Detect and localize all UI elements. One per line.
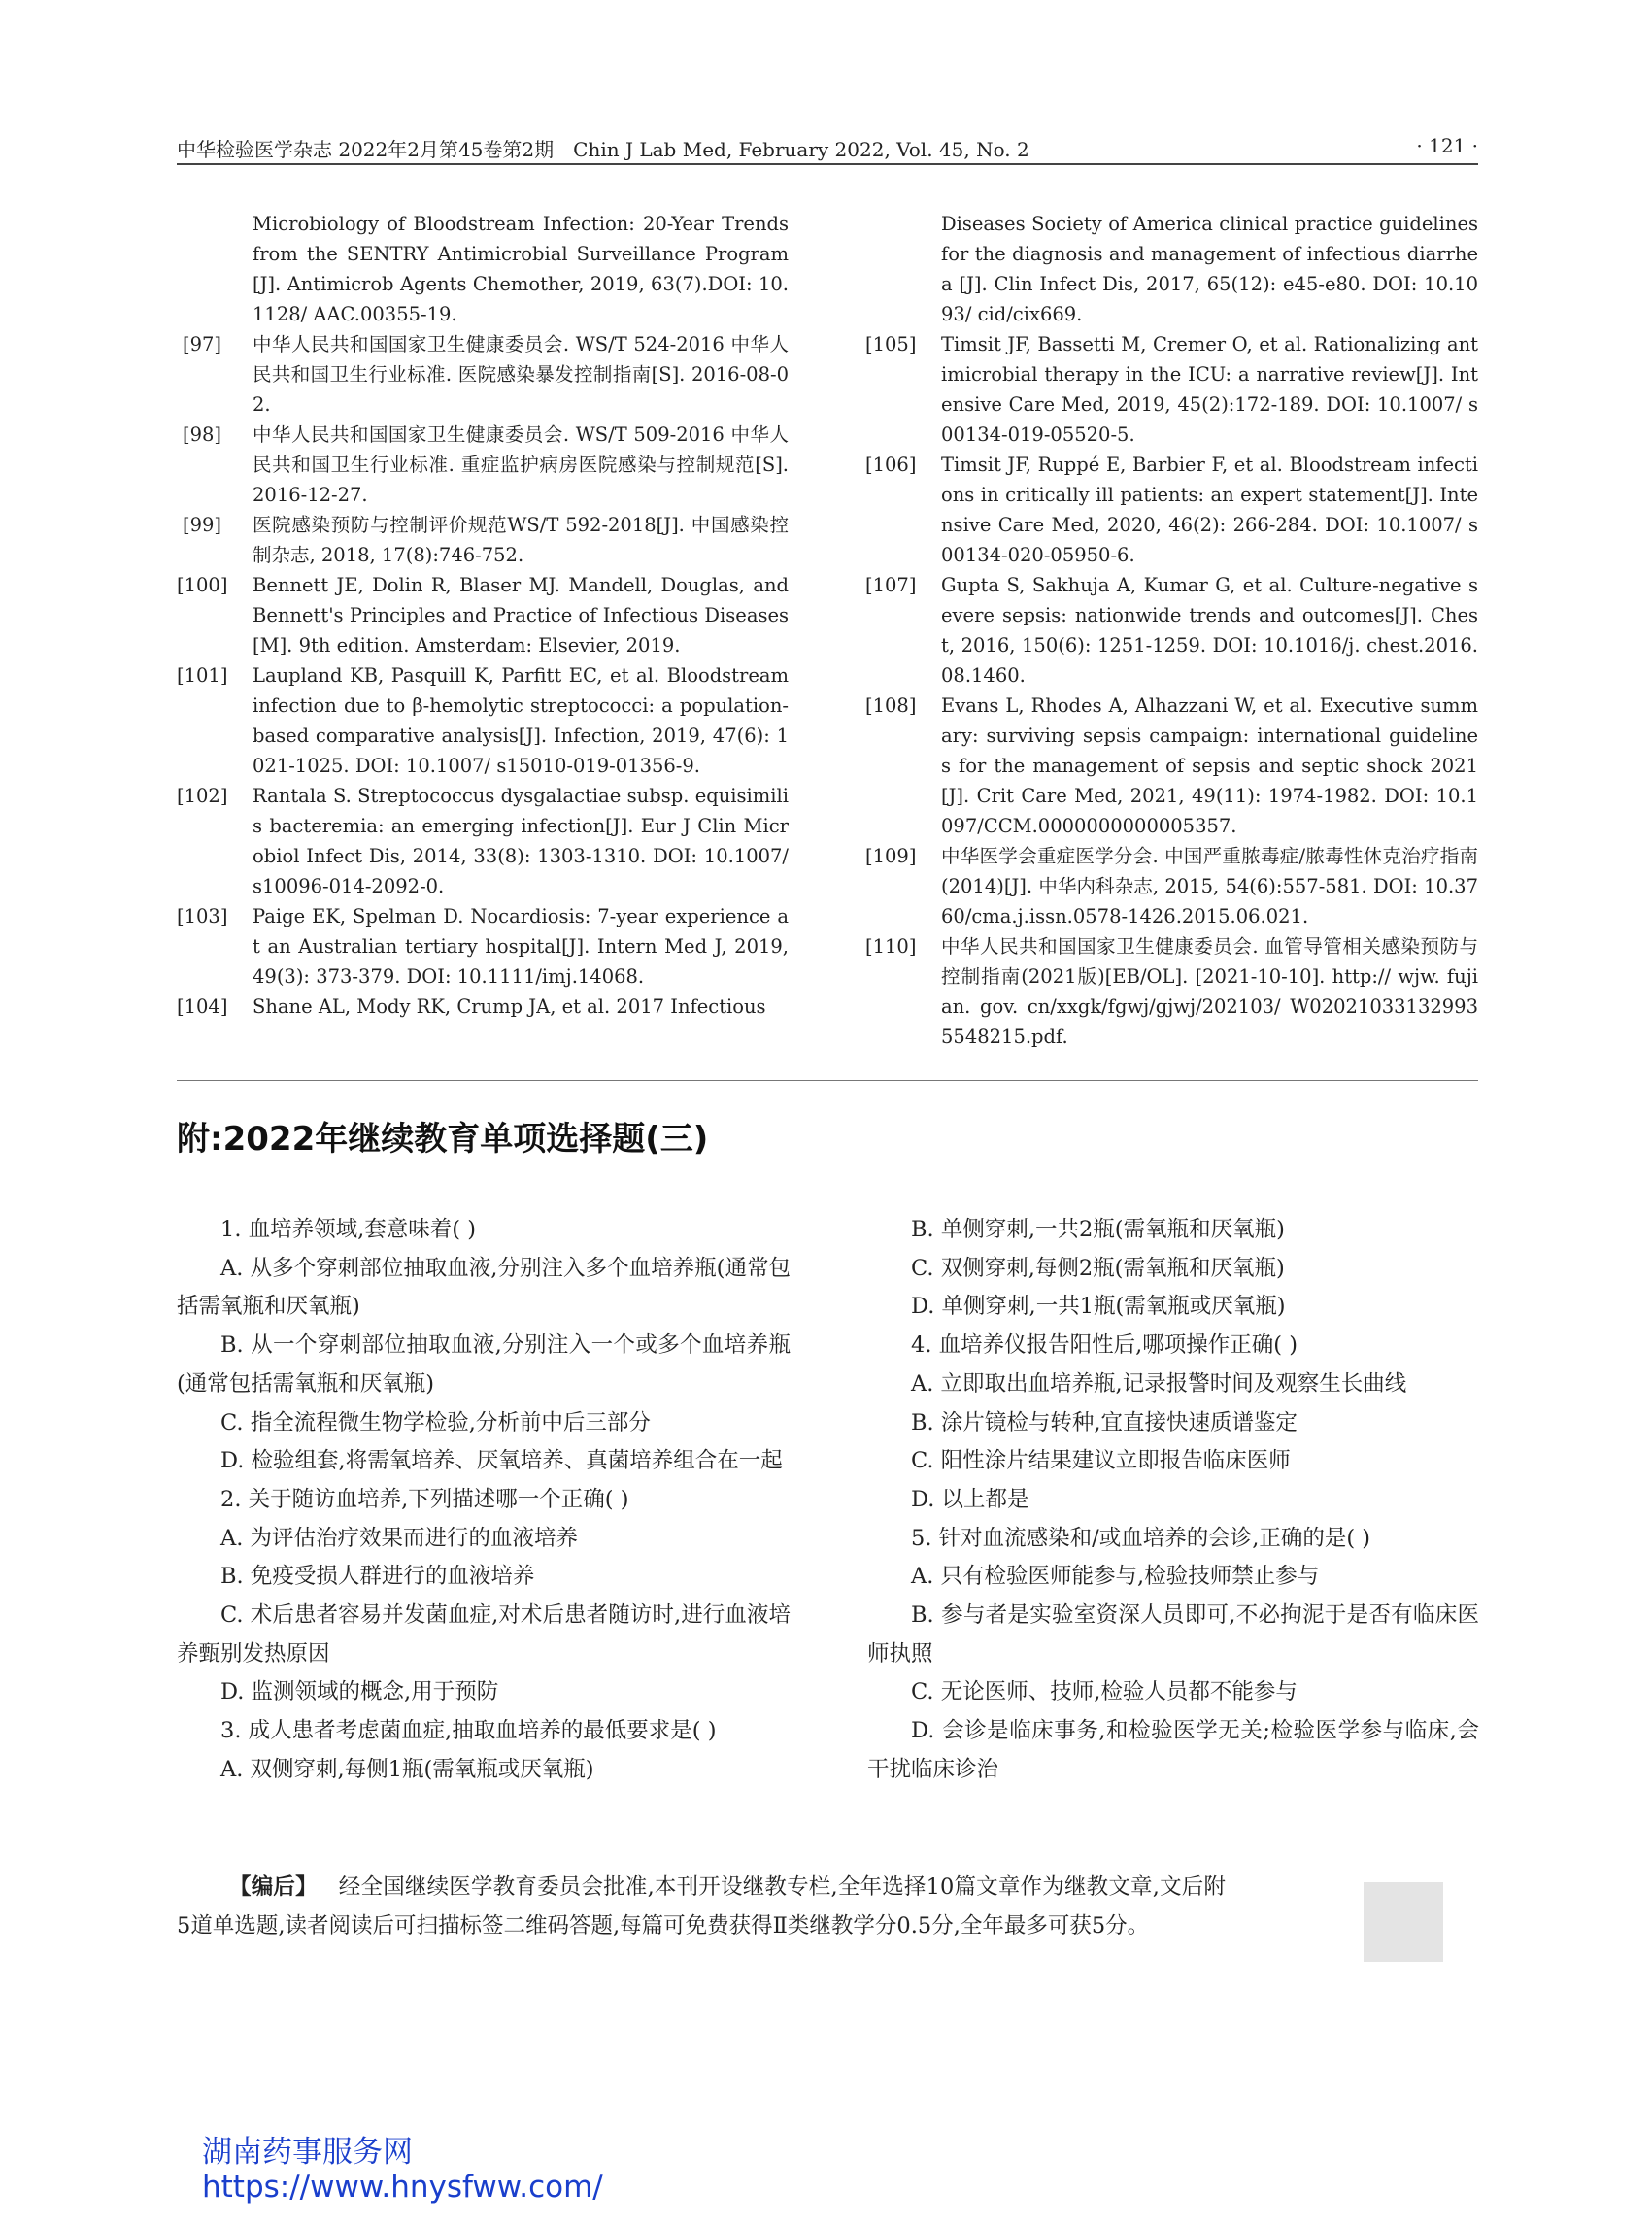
quiz-option: D. 检验组套,将需氧培养、厌氧培养、真菌培养组合在一起 bbox=[220, 1448, 783, 1474]
reference-text: Diseases Society of America clinical practice guidelines for the diagnosis and management of infectious diarrhea [J]. Clin Infect Dis, 2017, 65(12): e45-e80. DOI: 10.1093/ cid/cix669. bbox=[941, 213, 1478, 325]
reference-item bbox=[177, 420, 789, 510]
editor-note-label: 【编后】 bbox=[229, 1874, 318, 1900]
quiz-option: D. 监测领域的概念,用于预防 bbox=[220, 1679, 499, 1705]
reference-number: [105] bbox=[865, 333, 917, 355]
quiz-option: A. 立即取出血培养瓶,记录报警时间及观察生长曲线 bbox=[911, 1370, 1407, 1397]
quiz-question: 3. 成人患者考虑菌血症,抽取血培养的最低要求是( ) bbox=[220, 1718, 717, 1744]
reference-text: Timsit JF, Bassetti M, Cremer O, et al. Rationalizing antimicrobial therapy in the ICU: a narrative review[J]. Intensive Care Med, 2019, 45(2):172-189. DOI: 10.1007/ s00134-019-05520-5. bbox=[941, 333, 1478, 446]
quiz-question: 2. 关于随访血培养,下列描述哪一个正确( ) bbox=[220, 1486, 629, 1512]
reference-list-right bbox=[865, 209, 1478, 1052]
reference-number: [107] bbox=[865, 574, 917, 596]
quiz-column-right bbox=[867, 1211, 1479, 1790]
editor-note bbox=[177, 1869, 1226, 1945]
reference-item bbox=[177, 510, 789, 570]
quiz-option: A. 双侧穿刺,每侧1瓶(需氧瓶或厌氧瓶) bbox=[220, 1756, 594, 1782]
reference-text: Timsit JF, Ruppé E, Barbier F, et al. Bloodstream infections in critically ill patients: an expert statement[J]. Intensive Care Med, 2020, 46(2): 266-284. DOI: 10.1007/ s00134-020-05950-6. bbox=[941, 454, 1478, 566]
reference-number: [99] bbox=[182, 514, 222, 536]
reference-item bbox=[865, 931, 1478, 1052]
reference-text: 中华人民共和国国家卫生健康委员会. WS/T 524-2016 中华人民共和国卫生行业标准. 医院感染暴发控制指南[S]. 2016-08-02. bbox=[253, 333, 789, 416]
quiz-option: B. 免疫受损人群进行的血液培养 bbox=[220, 1564, 535, 1590]
quiz-option: C. 无论医师、技师,检验人员都不能参与 bbox=[911, 1679, 1298, 1705]
editor-note-text: 经全国继续医学教育委员会批准,本刊开设继教专栏,全年选择10篇文章作为继教文章,文后附5道单选题,读者阅读后可扫描标签二维码答题,每篇可免费获得Ⅱ类继教学分0.5分,全年最多可获5分。 bbox=[177, 1874, 1226, 1938]
quiz-option: A. 只有检验医师能参与,检验技师禁止参与 bbox=[911, 1564, 1320, 1590]
reference-number: [109] bbox=[865, 845, 917, 867]
reference-number: [97] bbox=[182, 333, 222, 355]
section-divider bbox=[177, 1080, 1478, 1081]
reference-item bbox=[865, 691, 1478, 841]
reference-item bbox=[177, 781, 789, 901]
reference-text: Laupland KB, Pasquill K, Parfitt EC, et al. Bloodstream infection due to β-hemolytic streptococci: a population-based comparative analysis[J]. Infection, 2019, 47(6): 1021-1025. DOI: 10.1007/ s15010-019-01356-9. bbox=[253, 664, 789, 777]
reference-text: Shane AL, Mody RK, Crump JA, et al. 2017 Infectious bbox=[253, 995, 766, 1018]
watermark bbox=[202, 2135, 603, 2205]
reference-item bbox=[865, 841, 1478, 931]
quiz-question: 1. 血培养领域,套意味着( ) bbox=[220, 1217, 476, 1242]
reference-number: [100] bbox=[177, 574, 228, 596]
reference-text: Evans L, Rhodes A, Alhazzani W, et al. Executive summary: surviving sepsis campaign: international guidelines for the management of sepsis and septic shock 2021[J]. Crit Care Med, 2021, 49(11): 1974-1982. DOI: 10.1097/CCM.0000000000005357. bbox=[941, 694, 1478, 837]
quiz-question: 4. 血培养仪报告阳性后,哪项操作正确( ) bbox=[911, 1332, 1298, 1359]
reference-text: Microbiology of Bloodstream Infection: 20-Year Trends from the SENTRY Antimicrobial Surveillance Program[J]. Antimicrob Agents Chemother, 2019, 63(7).DOI: 10.1128/ AAC.00355-19. bbox=[253, 213, 789, 325]
reference-number: [104] bbox=[177, 995, 228, 1018]
reference-text: Gupta S, Sakhuja A, Kumar G, et al. Culture-negative severe sepsis: nationwide trends and outcomes[J]. Chest, 2016, 150(6): 1251-1259. DOI: 10.1016/j. chest.2016.08.1460. bbox=[941, 574, 1478, 687]
reference-text: 中华人民共和国国家卫生健康委员会. WS/T 509-2016 中华人民共和国卫生行业标准. 重症监护病房医院感染与控制规范[S]. 2016-12-27. bbox=[253, 423, 789, 506]
quiz-option: C. 术后患者容易并发菌血症,对术后患者随访时,进行血液培养甄别发热原因 bbox=[177, 1602, 791, 1667]
reference-text: Paige EK, Spelman D. Nocardiosis: 7-year experience at an Australian tertiary hospital[J]. Intern Med J, 2019, 49(3): 373-379. DOI: 10.1111/imj.14068. bbox=[253, 905, 789, 988]
quiz-column-left bbox=[177, 1211, 791, 1790]
reference-item bbox=[177, 901, 789, 992]
reference-text: Rantala S. Streptococcus dysgalactiae subsp. equisimilis bacteremia: an emerging infection[J]. Eur J Clin Microbiol Infect Dis, 2014, 33(8): 1303-1310. DOI: 10.1007/ s10096-014-2092-0. bbox=[253, 785, 789, 897]
reference-number: [106] bbox=[865, 454, 917, 476]
quiz-option: C. 阳性涂片结果建议立即报告临床医师 bbox=[911, 1448, 1291, 1474]
reference-number: [101] bbox=[177, 664, 228, 687]
watermark-site-name: 湖南药事服务网 bbox=[202, 2135, 413, 2170]
quiz-option: D. 单侧穿刺,一共1瓶(需氧瓶或厌氧瓶) bbox=[911, 1294, 1286, 1320]
reference-number: [103] bbox=[177, 905, 228, 927]
quiz-option: B. 单侧穿刺,一共2瓶(需氧瓶和厌氧瓶) bbox=[911, 1217, 1285, 1242]
reference-item bbox=[177, 992, 789, 1022]
reference-number: [102] bbox=[177, 785, 228, 807]
quiz-option: B. 参与者是实验室资深人员即可,不必拘泥于是否有临床医师执照 bbox=[867, 1602, 1479, 1667]
reference-item bbox=[865, 570, 1478, 691]
watermark-url[interactable]: https://www.hnysfww.com/ bbox=[202, 2170, 603, 2205]
reference-number: [110] bbox=[865, 935, 917, 958]
reference-item bbox=[177, 329, 789, 420]
quiz-question: 5. 针对血流感染和/或血培养的会诊,正确的是( ) bbox=[911, 1525, 1371, 1551]
running-header bbox=[177, 132, 1478, 165]
reference-text: 医院感染预防与控制评价规范WS/T 592-2018[J]. 中国感染控制杂志, 2018, 17(8):746-752. bbox=[253, 514, 789, 566]
quiz-option: D. 会诊是临床事务,和检验医学无关;检验医学参与临床,会干扰临床诊治 bbox=[867, 1718, 1479, 1782]
reference-number: [108] bbox=[865, 694, 917, 717]
quiz-option: B. 从一个穿刺部位抽取血液,分别注入一个或多个血培养瓶(通常包括需氧瓶和厌氧瓶) bbox=[177, 1332, 791, 1397]
reference-item bbox=[177, 660, 789, 781]
reference-text: Bennett JE, Dolin R, Blaser MJ. Mandell, Douglas, and Bennett's Principles and Practice of Infectious Diseases [M]. 9th edition. Amsterdam: Elsevier, 2019. bbox=[253, 574, 789, 657]
reference-item bbox=[177, 209, 789, 329]
qr-code-placeholder[interactable] bbox=[1364, 1882, 1443, 1962]
appendix-title: 附:2022年继续教育单项选择题(三) bbox=[177, 1120, 709, 1159]
reference-text: 中华人民共和国国家卫生健康委员会. 血管导管相关感染预防与控制指南(2021版)[EB/OL]. [2021-10-10]. http:// wjw. fujian. gov. cn/xxgk/fgwj/gjwj/202103/ W020210331329935548215.pdf. bbox=[941, 935, 1478, 1048]
reference-item bbox=[865, 329, 1478, 450]
quiz-option: C. 指全流程微生物学检验,分析前中后三部分 bbox=[220, 1409, 651, 1435]
reference-item bbox=[865, 209, 1478, 329]
quiz-option: D. 以上都是 bbox=[911, 1486, 1029, 1512]
quiz-option: B. 涂片镜检与转种,宜直接快速质谱鉴定 bbox=[911, 1409, 1298, 1435]
journal-citation: 中华检验医学杂志 2022年2月第45卷第2期 Chin J Lab Med, February 2022, Vol. 45, No. 2 bbox=[177, 138, 1029, 161]
page-number: · 121 · bbox=[1416, 134, 1478, 157]
quiz-option: A. 从多个穿刺部位抽取血液,分别注入多个血培养瓶(通常包括需氧瓶和厌氧瓶) bbox=[177, 1255, 791, 1320]
reference-text: 中华医学会重症医学分会. 中国严重脓毒症/脓毒性休克治疗指南(2014)[J]. 中华内科杂志, 2015, 54(6):557-581. DOI: 10.3760/cma.j.issn.0578-1426.2015.06.021. bbox=[941, 845, 1478, 927]
reference-list-left bbox=[177, 209, 789, 1022]
quiz-option: C. 双侧穿刺,每侧2瓶(需氧瓶和厌氧瓶) bbox=[911, 1255, 1285, 1281]
reference-item bbox=[865, 450, 1478, 570]
reference-number: [98] bbox=[182, 423, 222, 446]
quiz-option: A. 为评估治疗效果而进行的血液培养 bbox=[220, 1525, 579, 1551]
reference-item bbox=[177, 570, 789, 660]
